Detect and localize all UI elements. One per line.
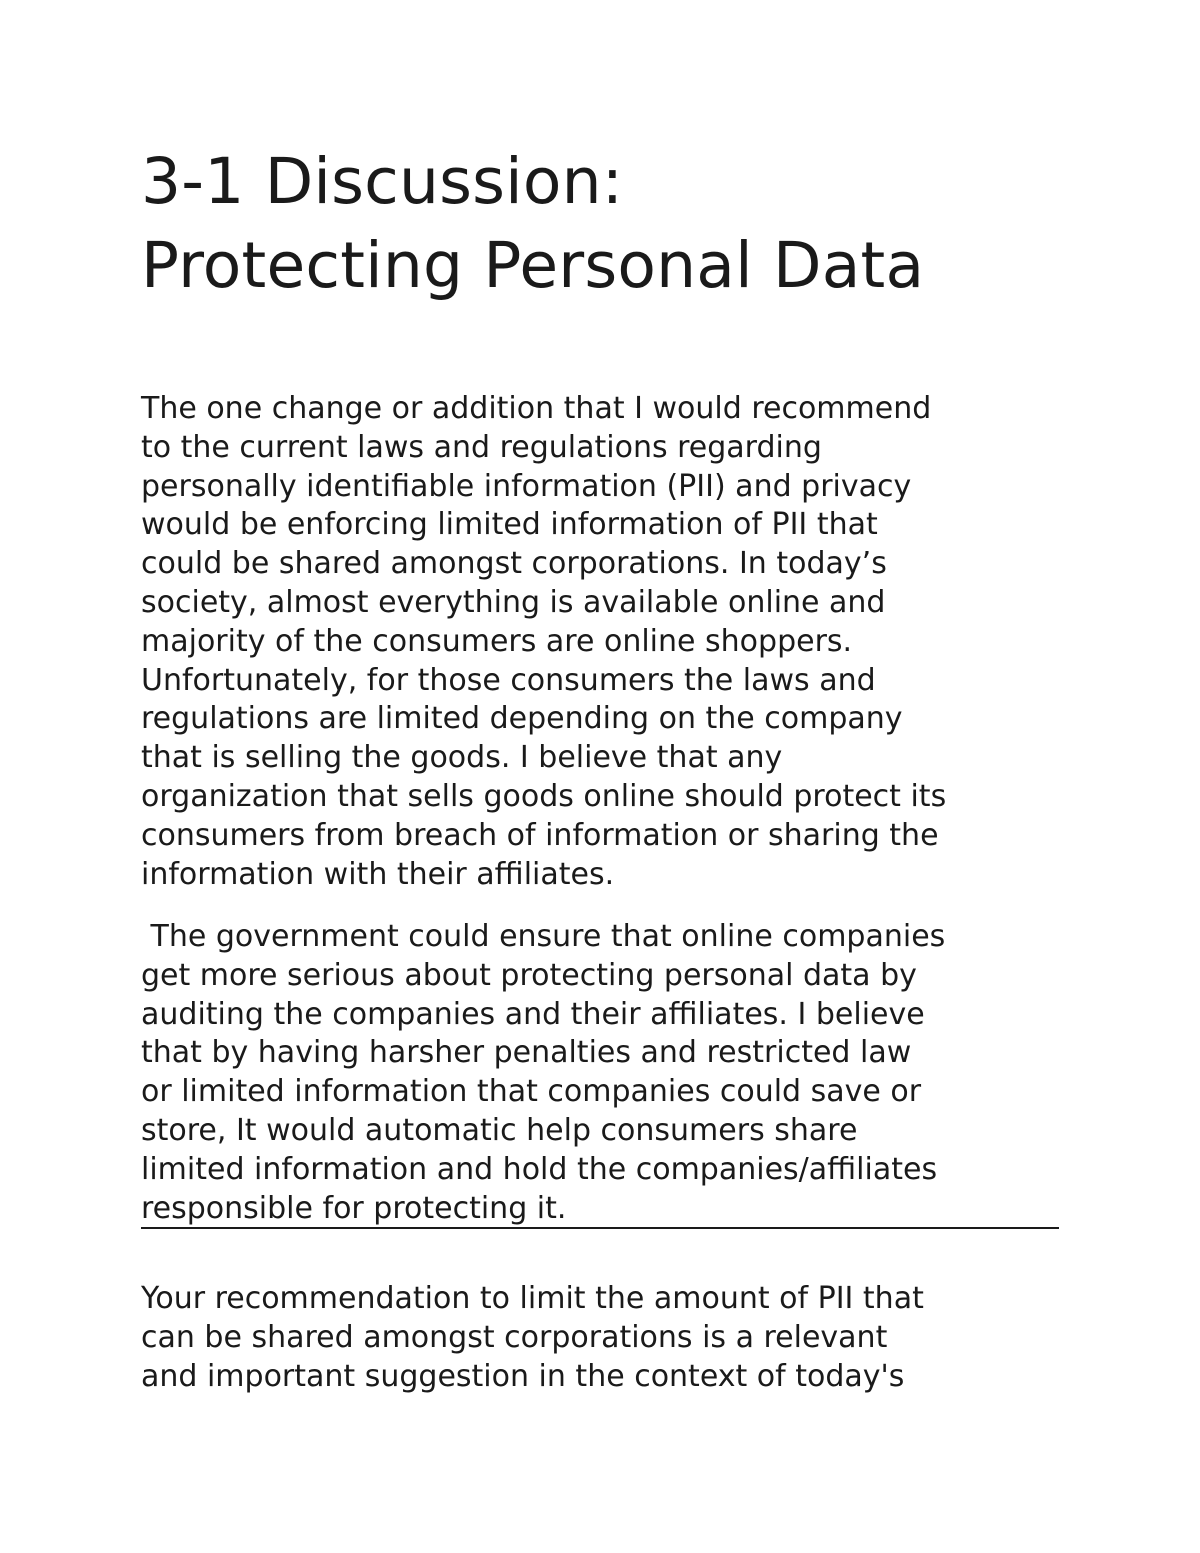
title-line: Protecting Personal Data [141,229,925,302]
text-line: consumers from breach of information or sharing the [141,817,939,853]
text-line: personally identifiable information (PII) and privacy [141,468,912,504]
text-line: information with their affiliates. [141,856,615,892]
text-line: would be enforcing limited information of PII that [141,507,878,543]
text-line: that is selling the goods. I believe that any [141,740,783,776]
paragraph-government [141,918,1101,1228]
text-line: society, almost everything is available online and [141,584,886,620]
text-line: Your recommendation to limit the amount of PII that [141,1281,924,1316]
text-line: store, It would automatic help consumers share [141,1112,858,1148]
text-line: The one change or addition that I would recommend [141,391,932,426]
horizontal-rule [141,1227,1059,1229]
text-line: organization that sells goods online should protect its [141,778,947,814]
text-line: Unfortunately, for those consumers the laws and [141,662,876,698]
text-line: or limited information that companies could save or [141,1074,922,1110]
title-line: 3-1 Discussion: [141,145,624,218]
text-line: that by having harsher penalties and restricted law [141,1035,912,1071]
text-line: majority of the consumers are online shoppers. [141,623,853,659]
text-line: limited information and hold the companies/affiliates [141,1151,938,1187]
text-line: get more serious about protecting personal data by [141,957,917,993]
text-line: to the current laws and regulations regarding [141,429,822,465]
text-line: responsible for protecting it. [141,1190,567,1226]
paragraph-original-post [141,390,1101,894]
text-line: The government could ensure that online companies [141,919,946,954]
text-line: could be shared amongst corporations. In today’s [141,546,887,582]
text-line: regulations are limited depending on the company [141,701,903,737]
document-title [141,140,1101,308]
text-line: and important suggestion in the context of today's [141,1358,905,1394]
text-line: auditing the companies and their affiliates. I believe [141,996,925,1032]
text-line: can be shared amongst corporations is a relevant [141,1319,888,1355]
paragraph-reply [141,1280,1101,1396]
